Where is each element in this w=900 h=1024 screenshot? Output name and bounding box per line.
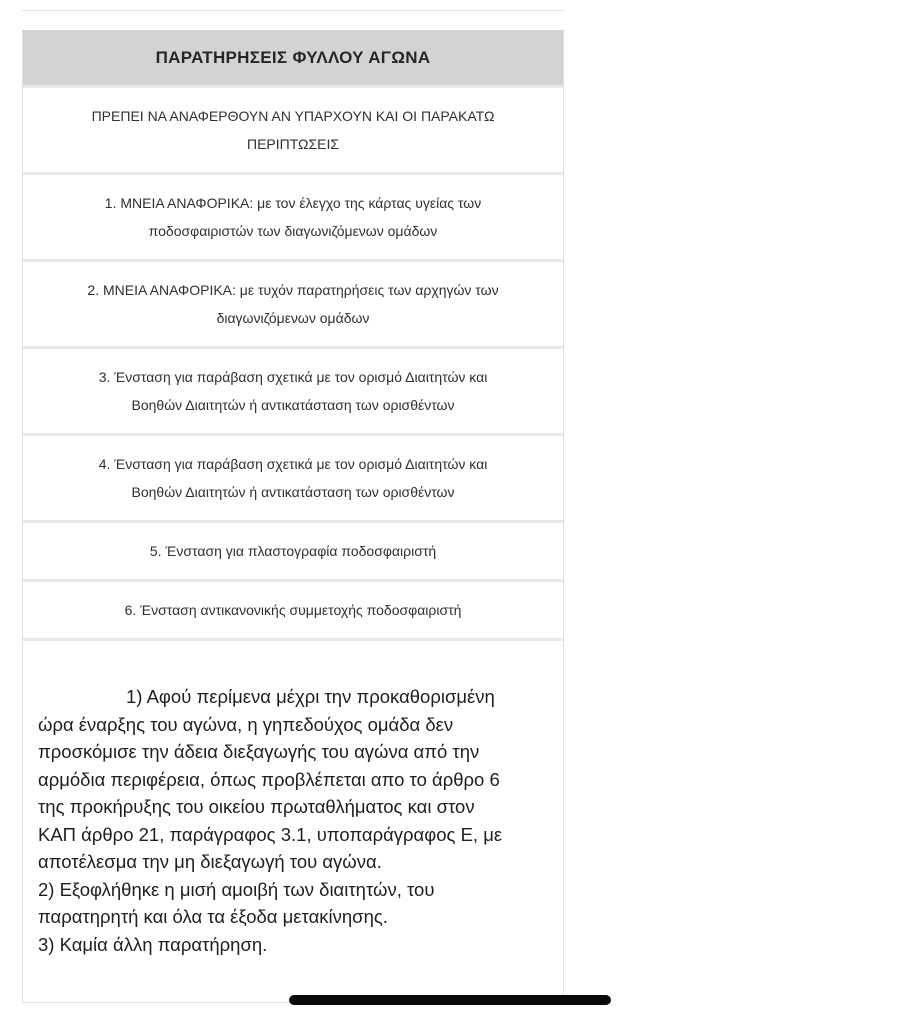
remarks-line: 3) Καμία άλλη παρατήρηση.	[38, 933, 268, 955]
list-item	[23, 582, 563, 641]
item-4-text-line1: 4. Ένσταση για παράβαση σχετικά με τον ορισμό Διαιτητών και	[98, 456, 488, 472]
intro-row	[23, 88, 563, 175]
remarks-line: ώρα έναρξης του αγώνα, η γηπεδούχος ομάδα δεν	[38, 713, 454, 735]
remarks-line: προσκόμισε την άδεια διεξαγωγής του αγώνα από την	[38, 741, 480, 762]
item-3-text-line1: 3. Ένσταση για παράβαση σχετικά με τον ορισμό Διαιτητών και	[98, 369, 488, 385]
intro-text-line2: ΠΕΡΙΠΤΩΣΕΙΣ	[246, 136, 340, 152]
home-indicator[interactable]	[289, 995, 611, 1005]
item-5-text: 5. Ένσταση για πλαστογραφία ποδοσφαιριστή	[149, 543, 437, 559]
top-divider	[22, 10, 564, 11]
remarks-line: ΚΑΠ άρθρο 21, παράγραφος 3.1, υποπαράγραφος Ε, με	[38, 823, 503, 845]
item-1-text-line1: 1. ΜΝΕΙΑ ΑΝΑΦΟΡΙΚΑ: με τον έλεγχο της κάρτας υγείας των	[104, 195, 482, 211]
item-2-text-line1: 2. ΜΝΕΙΑ ΑΝΑΦΟΡΙΚΑ: με τυχόν παρατηρήσεις των αρχηγών των	[87, 282, 499, 298]
item-4-text-line2: Βοηθών Διαιτητών ή αντικατάσταση των ορισθέντων	[131, 484, 455, 500]
list-item	[23, 175, 563, 262]
intro-text-line1: ΠΡΕΠΕΙ ΝΑ ΑΝΑΦΕΡΘΟΥΝ ΑΝ ΥΠΑΡΧΟΥΝ ΚΑΙ ΟΙ ΠΑΡΑΚΑΤΩ	[91, 108, 495, 124]
remarks-line: 1) Αφού περίμενα μέχρι την προκαθορισμένη	[126, 686, 495, 707]
item-3-text-line2: Βοηθών Διαιτητών ή αντικατάσταση των ορισθέντων	[131, 397, 455, 413]
remarks-line: 2) Εξοφλήθηκε η μισή αμοιβή των διαιτητών, του	[38, 878, 435, 900]
remarks-text	[23, 641, 563, 958]
item-2-text-line2: διαγωνιζόμενων ομάδων	[216, 310, 370, 326]
remarks-line: της προκήρυξης του οικείου πρωταθλήματος και στον	[38, 796, 475, 817]
list-item	[23, 262, 563, 349]
list-item	[23, 523, 563, 582]
item-6-text: 6. Ένσταση αντικανονικής συμμετοχής ποδοσφαιριστή	[124, 602, 462, 618]
list-item	[23, 349, 563, 436]
remarks-line: αποτέλεσμα την μη διεξαγωγή του αγώνα.	[38, 851, 382, 872]
match-sheet-remarks	[22, 30, 564, 1003]
sheet-title: ΠΑΡΑΤΗΡΗΣΕΙΣ ΦΥΛΛΟΥ ΑΓΩΝΑ	[23, 30, 563, 88]
remarks-line: αρμόδια περιφέρεια, όπως προβλέπεται απο το άρθρο 6	[38, 768, 500, 790]
remarks-line: παρατηρητή και όλα τα έξοδα μετακίνησης.	[38, 906, 388, 927]
item-1-text-line2: ποδοσφαιριστών των διαγωνιζόμενων ομάδων	[148, 223, 438, 239]
list-item	[23, 436, 563, 523]
